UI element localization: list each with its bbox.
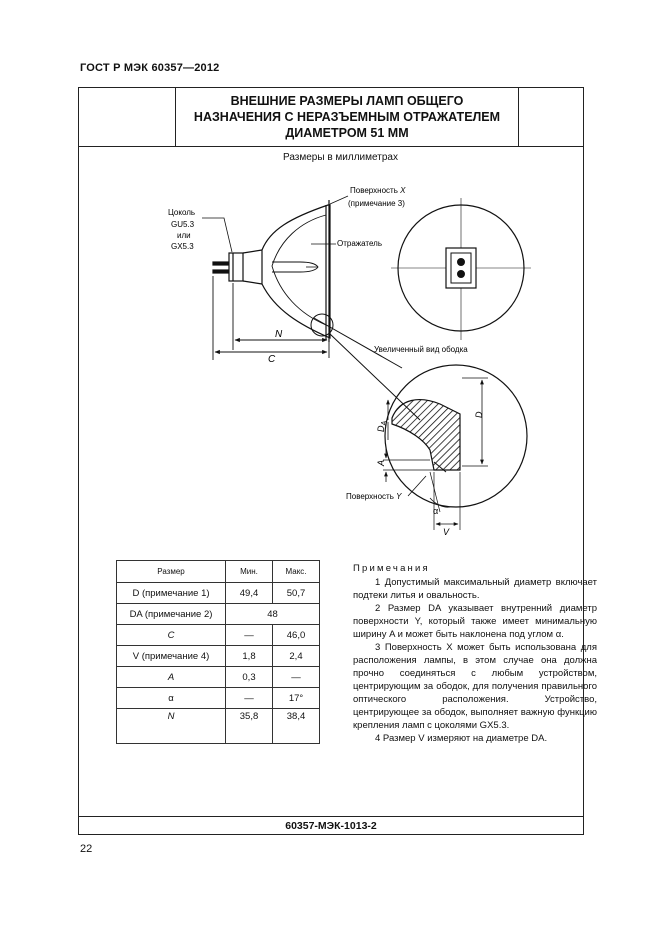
- row-min: 35,8: [226, 709, 273, 744]
- notes-heading: Примечания: [353, 563, 430, 574]
- row-param: D (примечание 1): [117, 583, 226, 604]
- row-param: V (примечание 4): [117, 646, 226, 667]
- note-1: 1 Допустимый максимальный диаметр включает подтеки литья и овальность.: [353, 577, 597, 601]
- header-max: Макс.: [273, 561, 320, 583]
- units-note: Размеры в миллиметрах: [283, 152, 398, 163]
- note-2: 2 Размер DA указывает внутренний диаметр поверхности Y, который также имеет минимальную ширину A и может быть наклонена под углом α.: [353, 603, 597, 640]
- title-line-3: ДИАМЕТРОМ 51 ММ: [285, 126, 409, 140]
- note-3: 3 Поверхность X может быть использована для расположения лампы, в этом случае она должна прочно соединяться с любым устройством, центрирующим за ободок, для получения правильного оптического расположения. Устройство, центрирующее за ободок, выполняет важную функцию крепления ламп с цоколями GX5.3.: [353, 642, 597, 731]
- table-row: [117, 667, 320, 688]
- surface-y-label: Поверхность Y: [346, 492, 402, 501]
- note-4: 4 Размер V измеряют на диаметре DA.: [375, 733, 548, 744]
- row-min: 0,3: [226, 667, 273, 688]
- row-min: —: [226, 688, 273, 709]
- row-max: 50,7: [273, 583, 320, 604]
- surface-x-label: Поверхность X: [350, 186, 406, 195]
- alpha-label: α: [433, 506, 439, 516]
- row-min: 49,4: [226, 583, 273, 604]
- header-min: Мин.: [226, 561, 273, 583]
- row-max: 38,4: [273, 709, 320, 744]
- table-row: [117, 709, 320, 744]
- reflector-label: Отражатель: [337, 239, 383, 248]
- dim-da-label: $D_A$: [376, 420, 388, 432]
- base-type-2: GX5.3: [171, 242, 194, 251]
- row-min: —: [226, 625, 273, 646]
- table-header-row: [117, 561, 320, 583]
- document-header: ГОСТ Р МЭК 60357—2012: [80, 62, 220, 74]
- row-max: —: [273, 667, 320, 688]
- row-max: 46,0: [273, 625, 320, 646]
- sheet-code: 60357-МЭК-1013-2: [79, 816, 583, 835]
- lamp-side-view: [213, 200, 330, 342]
- surface-x-note: (примечание 3): [348, 199, 405, 208]
- title-line-2: НАЗНАЧЕНИЯ С НЕРАЗЪЕМНЫМ ОТРАЖАТЕЛЕМ: [193, 110, 501, 124]
- base-label: Цоколь: [168, 208, 196, 217]
- row-param: C: [117, 625, 226, 646]
- dim-v-label: V: [443, 527, 450, 537]
- table-row: [117, 646, 320, 667]
- base-or: или: [177, 231, 191, 240]
- title-line-1: ВНЕШНИЕ РАЗМЕРЫ ЛАМП ОБЩЕГО: [230, 94, 464, 108]
- row-merged-value: 48: [226, 604, 320, 625]
- row-param: A: [117, 667, 226, 688]
- enlarged-view-label: Увеличенный вид ободка: [374, 345, 468, 354]
- dimensions-table: [116, 560, 320, 744]
- enlarged-rim-view: [383, 365, 527, 530]
- row-min: 1,8: [226, 646, 273, 667]
- row-max: 17°: [273, 688, 320, 709]
- row-param: DA (примечание 2): [117, 604, 226, 625]
- dim-d-label: D: [474, 411, 484, 418]
- row-param: N: [117, 709, 226, 744]
- table-row: [117, 604, 320, 625]
- dim-c-label: C: [268, 354, 276, 365]
- notes-block: [353, 562, 597, 745]
- header-size: Размер: [117, 561, 226, 583]
- dim-a-label: A: [376, 459, 386, 466]
- table-row: [117, 583, 320, 604]
- row-max: 2,4: [273, 646, 320, 667]
- dim-n-label: N: [275, 329, 283, 340]
- row-param: α: [117, 688, 226, 709]
- table-row: [117, 688, 320, 709]
- page-number: 22: [80, 843, 93, 855]
- table-row: [117, 625, 320, 646]
- lamp-front-view: [391, 198, 531, 340]
- base-type-1: GU5.3: [171, 220, 195, 229]
